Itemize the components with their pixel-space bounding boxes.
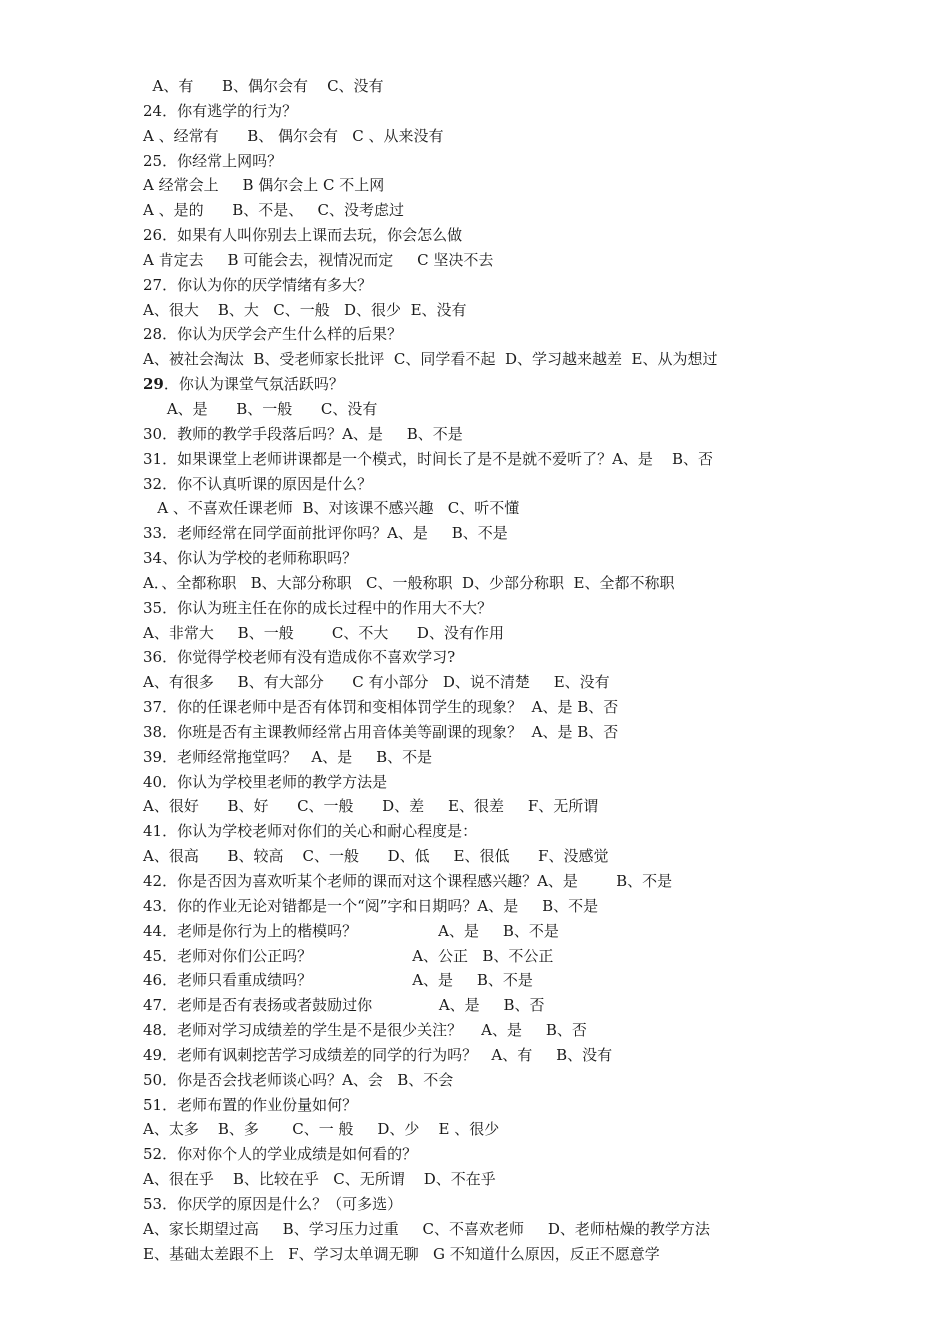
text-line: 48．老师对学习成绩差的学生是不是很少关注？ A、是 B、否 bbox=[143, 1021, 587, 1040]
text-line: 38．你班是否有主课教师经常占用音体美等副课的现象？ A、是 B、否 bbox=[143, 722, 619, 741]
text-line: A、太多 B、多 C、一 般 D、少 E 、很少 bbox=[143, 1120, 500, 1139]
text-line: 42．你是否因为喜欢听某个老师的课而对这个课程感兴趣？A、是 B、不是 bbox=[143, 872, 673, 890]
text-line: 31．如果课堂上老师讲课都是一个模式，时间长了是不是就不爱听了？A、是 B、否 bbox=[143, 449, 714, 468]
text-line: 41．你认为学校老师对你们的关心和耐心程度是： bbox=[143, 822, 478, 841]
text-line: A、被社会淘汰 B、受老师家长批评 C、同学看不起 D、学习越来越差 E、从为想过 bbox=[143, 350, 718, 369]
text-line: E、基础太差跟不上 F、学习太单调无聊 G 不知道什么原因，反正不愿意学 bbox=[143, 1244, 660, 1263]
text-line: A．、全都称职 B、大部分称职 C、一般称职 D、少部分称职 E、全都不称职 bbox=[143, 573, 675, 592]
text-line: A、家长期望过高 B、学习压力过重 C、不喜欢老师 D、老师枯燥的教学方法 bbox=[143, 1219, 710, 1238]
question-text: ．你认为课堂气氛活跃吗？ bbox=[163, 375, 344, 394]
text-line: 45．老师对你们公正吗？ A、公正 B、不公正 bbox=[143, 946, 554, 965]
text-line: 37．你的任课老师中是否有体罚和变相体罚学生的现象？ A、是 B、否 bbox=[143, 698, 619, 717]
text-line: A、很好 B、好 C、一般 D、差 E、很差 F、无所谓 bbox=[143, 797, 599, 816]
text-line: 35．你认为班主任在你的成长过程中的作用大不大？ bbox=[143, 598, 493, 617]
text-line: 47．老师是否有表扬或者鼓励过你 A、是 B、否 bbox=[143, 996, 545, 1015]
text-line: 34、你认为学校的老师称职吗？ bbox=[143, 549, 358, 568]
text-line: 26．如果有人叫你别去上课而去玩，你会怎么做 bbox=[143, 226, 463, 245]
text-line: 53．你厌学的原因是什么？（可多选） bbox=[143, 1194, 403, 1213]
text-line: A、非常大 B、一般 C、不大 D、没有作用 bbox=[143, 623, 504, 642]
text-line: 33．老师经常在同学面前批评你吗？A、是 B、不是 bbox=[143, 524, 508, 543]
text-line: A、很在乎 B、比较在乎 C、无所谓 D、不在乎 bbox=[143, 1170, 496, 1189]
document-body bbox=[143, 74, 823, 1267]
text-line: 27．你认为你的厌学情绪有多大？ bbox=[143, 275, 373, 294]
question-number: 29 bbox=[143, 375, 164, 394]
text-line: 24．你有逃学的行为？ bbox=[143, 101, 298, 120]
text-line: A、很高 B、较高 C、一般 D、低 E、很低 F、没感觉 bbox=[143, 847, 609, 866]
text-line: A、有 B、偶尔会有 C、没有 bbox=[143, 77, 384, 95]
text-line: A 、不喜欢任课老师 B、对该课不感兴趣 C、听不懂 bbox=[143, 499, 520, 518]
text-line: 46．老师只看重成绩吗？ A、是 B、不是 bbox=[143, 971, 533, 990]
text-line: 28．你认为厌学会产生什么样的后果？ bbox=[143, 325, 403, 344]
text-line: 39．老师经常拖堂吗？ A、是 B、不是 bbox=[143, 747, 433, 766]
text-line: 30．教师的教学手段落后吗？A、是 B、不是 bbox=[143, 424, 463, 443]
text-line: A、很大 B、大 C、一般 D、很少 E、没有 bbox=[143, 300, 467, 319]
text-line: 49．老师有讽刺挖苦学习成绩差的同学的行为吗？ A、有 B、没有 bbox=[143, 1045, 613, 1064]
text-line: A 、是的 B、不是、 C、没考虑过 bbox=[143, 201, 405, 220]
text-line: A 、经常有 B、 偶尔会有 C 、从来没有 bbox=[143, 126, 444, 145]
text-line: 32．你不认真听课的原因是什么？ bbox=[143, 474, 373, 493]
text-line: 52．你对你个人的学业成绩是如何看的？ bbox=[143, 1145, 418, 1164]
text-line: 40．你认为学校里老师的教学方法是 bbox=[143, 772, 388, 791]
text-line: A 经常会上 B 偶尔会上 C 不上网 bbox=[143, 176, 385, 195]
text-line: 44．老师是你行为上的楷模吗？ A、是 B、不是 bbox=[143, 921, 559, 940]
text-line: 51．老师布置的作业份量如何？ bbox=[143, 1095, 358, 1114]
text-line: 50．你是否会找老师谈心吗？A、会 B、不会 bbox=[143, 1070, 454, 1089]
text-line: A、有很多 B、有大部分 C 有小部分 D、说不清楚 E、没有 bbox=[143, 673, 610, 692]
text-line: 43．你的作业无论对错都是一个“阅”字和日期吗？A、是 B、不是 bbox=[143, 896, 599, 915]
text-line: 25．你经常上网吗？ bbox=[143, 151, 283, 170]
text-line: A、是 B、一般 C、没有 bbox=[143, 399, 378, 418]
text-line bbox=[143, 372, 823, 397]
text-line: 36．你觉得学校老师有没有造成你不喜欢学习? bbox=[143, 648, 456, 667]
text-line: A 肯定去 B 可能会去，视情况而定 C 坚决不去 bbox=[143, 250, 494, 269]
